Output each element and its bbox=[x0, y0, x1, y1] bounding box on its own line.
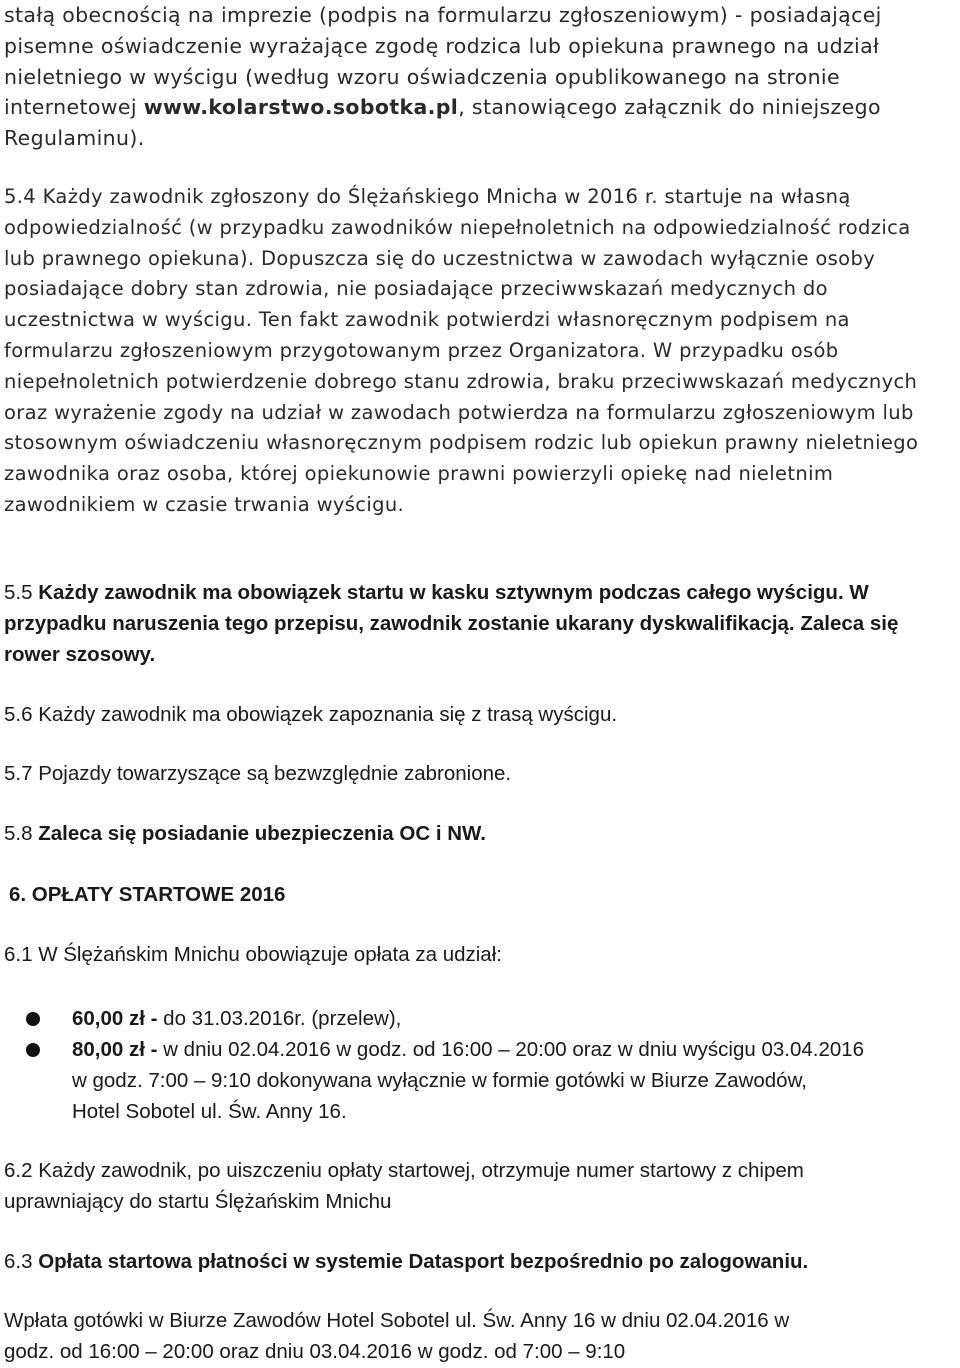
intro-line: stałą obecnością na imprezie (podpis na formularzu zgłoszeniowym) - posiadającej bbox=[4, 3, 882, 27]
paragraph-line: 6.3 Opłata startowa płatności w systemie Datasport bezpośrednio po zalogowaniu. bbox=[4, 1250, 809, 1273]
intro-line: pisemne oświadczenie wyrażające zgodę rodzica lub opiekuna prawnego na udział bbox=[4, 33, 880, 58]
paragraph-line: rower szosowy. bbox=[4, 642, 156, 666]
fee-item bbox=[72, 1004, 956, 1035]
paragraph-line: 6.1 W Ślężańskim Mnichu obowiązuje opłata za udział: bbox=[4, 943, 502, 966]
paragraph-line: 5.8 Zaleca się posiadanie ubezpieczenia OC i NW. bbox=[4, 822, 486, 845]
section-6-1 bbox=[4, 940, 956, 971]
paragraph-line: 5.4 Każdy zawodnik zgłoszony do Ślężańskiego Mnicha w 2016 r. startuje na własną bbox=[4, 185, 851, 208]
paragraph-line: lub prawnego opiekuna). Dopuszcza się do uczestnictwa w zawodach wyłącznie osoby bbox=[4, 246, 876, 270]
section-5-6 bbox=[4, 700, 956, 731]
paragraph-line: 5.5 Każdy zawodnik ma obowiązek startu w kasku sztywnym podczas całego wyścigu. W bbox=[4, 581, 869, 604]
paragraph-line: uczestnictwa w wyścigu. Ten fakt zawodnik potwierdzi własnoręcznym podpisem na bbox=[4, 308, 850, 332]
paragraph-line: zawodnika oraz osoba, której opiekunowie prawni powierzyli opiekę nad nieletnim bbox=[4, 462, 834, 486]
paragraph-line: 5.7 Pojazdy towarzyszące są bezwzględnie zabronione. bbox=[4, 762, 512, 785]
intro-paragraph bbox=[4, 0, 956, 154]
section-6-3 bbox=[4, 1247, 956, 1278]
bullet-icon bbox=[26, 1012, 40, 1026]
website-link[interactable]: www.kolarstwo.sobotka.pl bbox=[143, 95, 459, 120]
fee-line: w godz. 7:00 – 9:10 dokonywana wyłącznie w formie gotówki w Biurze Zawodów, bbox=[72, 1068, 807, 1092]
paragraph-line: niepełnoletnich potwierdzenie dobrego stanu zdrowia, braku przeciwwskazań medycznych bbox=[4, 369, 918, 393]
section-5-5 bbox=[4, 578, 956, 670]
paragraph-line: 5.6 Każdy zawodnik ma obowiązek zapoznania się z trasą wyścigu. bbox=[4, 703, 618, 726]
section-6-heading bbox=[9, 880, 960, 911]
bullet-icon bbox=[26, 1043, 40, 1057]
section-5-4 bbox=[4, 182, 956, 521]
paragraph-line: posiadające dobry stan zdrowia, nie posiadające przeciwwskazań medycznych do bbox=[4, 277, 828, 301]
paragraph-line: stosownym oświadczeniu własnoręcznym podpisem rodzic lub opiekun prawny nieletniego bbox=[4, 431, 919, 455]
section-6-2 bbox=[4, 1156, 956, 1218]
payment-note bbox=[4, 1306, 956, 1368]
fee-line: 60,00 zł - do 31.03.2016r. (przelew), bbox=[72, 1007, 402, 1030]
intro-line: internetowej www.kolarstwo.sobotka.pl, stanowiącego załącznik do niniejszego bbox=[4, 95, 881, 120]
section-5-7 bbox=[4, 759, 956, 790]
section-heading: 6. OPŁATY STARTOWE 2016 bbox=[9, 883, 286, 906]
fee-item bbox=[72, 1035, 956, 1127]
section-5-8 bbox=[4, 819, 956, 850]
paragraph-line: przypadku naruszenia tego przepisu, zawodnik zostanie ukarany dyskwalifikacją. Zaleca się bbox=[4, 611, 899, 635]
intro-line: nieletniego w wyścigu (według wzoru oświadczenia opublikowanego na stronie bbox=[4, 64, 840, 89]
paragraph-line: Wpłata gotówki w Biurze Zawodów Hotel Sobotel ul. Św. Anny 16 w dniu 02.04.2016 w bbox=[4, 1309, 790, 1332]
paragraph-line: 6.2 Każdy zawodnik, po uiszczeniu opłaty startowej, otrzymuje numer startowy z chipem bbox=[4, 1159, 804, 1182]
intro-line: Regulaminu). bbox=[4, 126, 145, 151]
fee-line: 80,00 zł - w dniu 02.04.2016 w godz. od 16:00 – 20:00 oraz w dniu wyścigu 03.04.2016 bbox=[72, 1038, 865, 1061]
paragraph-line: oraz wyrażenie zgody na udział w zawodach potwierdza na formularzu zgłoszeniowym lub bbox=[4, 400, 914, 424]
paragraph-line: uprawniający do startu Ślężańskim Mnichu bbox=[4, 1189, 392, 1213]
fee-line: Hotel Sobotel ul. Św. Anny 16. bbox=[72, 1099, 347, 1123]
paragraph-line: godz. od 16:00 – 20:00 oraz dniu 03.04.2016 w godz. od 7:00 – 9:10 bbox=[4, 1339, 626, 1363]
paragraph-line: formularzu zgłoszeniowym przygotowanym przez Organizatora. W przypadku osób bbox=[4, 338, 839, 362]
paragraph-line: zawodnikiem w czasie trwania wyścigu. bbox=[4, 492, 405, 516]
paragraph-line: odpowiedzialność (w przypadku zawodników niepełnoletnich na odpowiedzialność rodzica bbox=[4, 215, 911, 239]
